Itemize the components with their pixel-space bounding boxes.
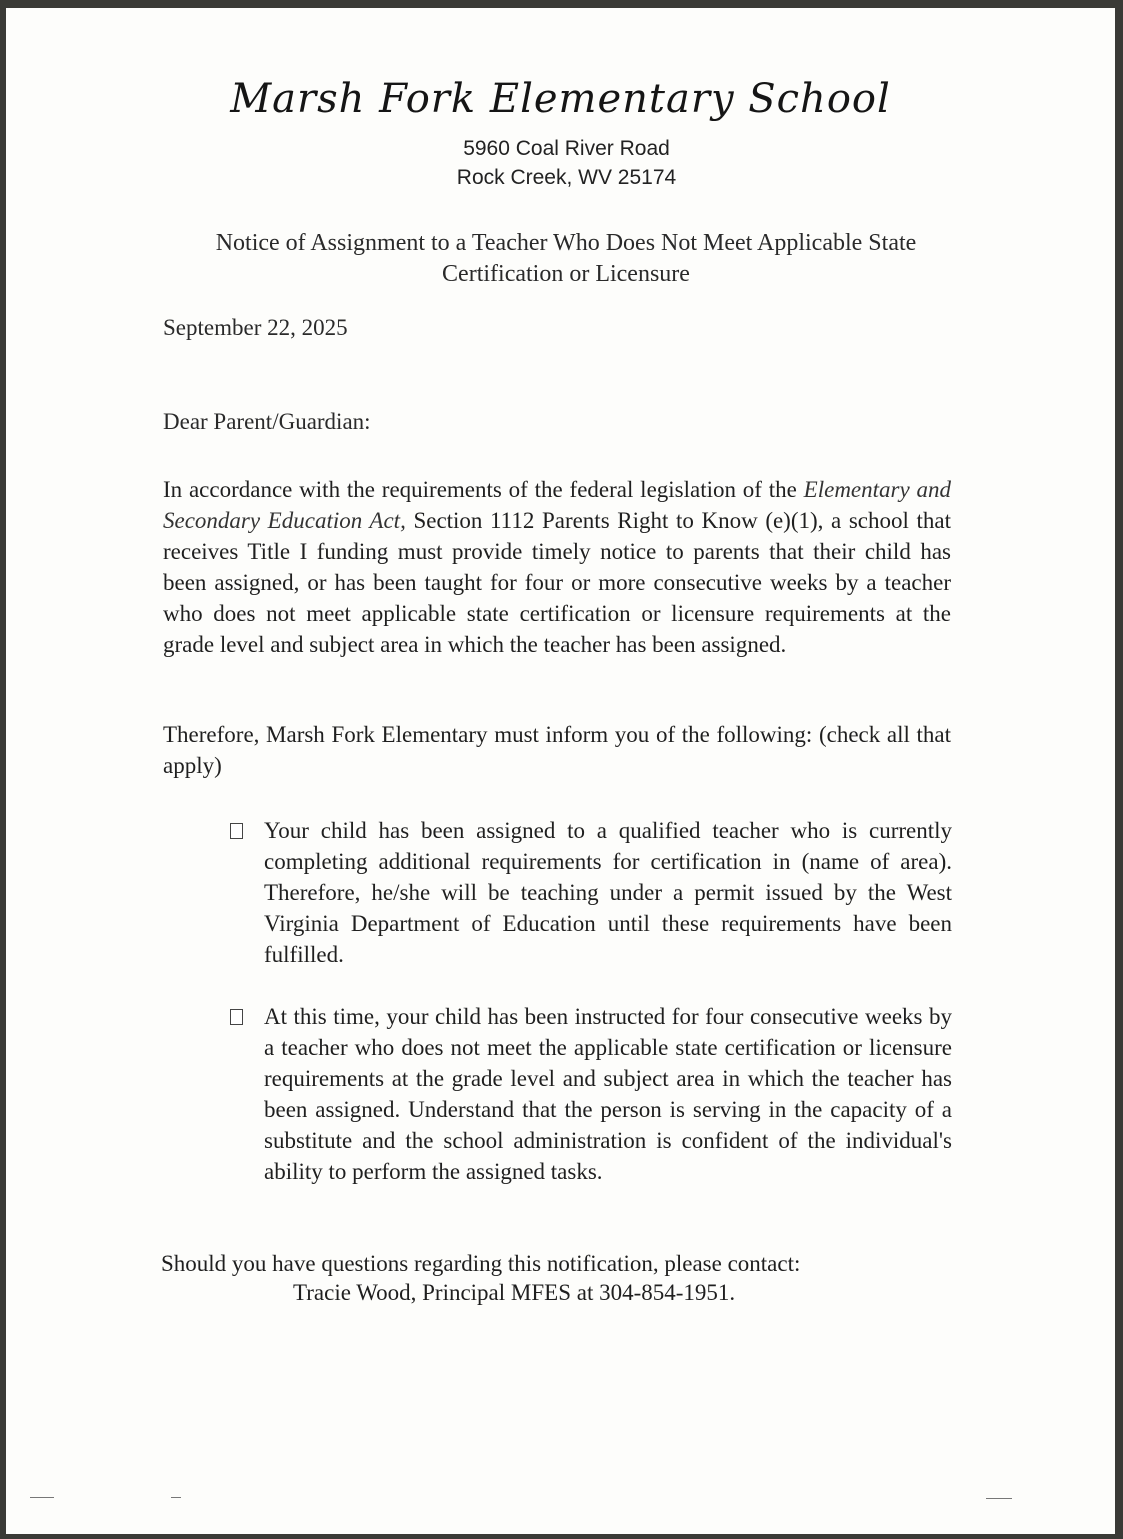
school-name: Marsh Fork Elementary School [230, 76, 891, 122]
school-address [6, 134, 1115, 192]
salutation: Dear Parent/Guardian: [163, 409, 371, 434]
contact-line: Should you have questions regarding this notification, please contact: [161, 1251, 801, 1276]
letter-date: September 22, 2025 [163, 315, 348, 340]
document-page [6, 8, 1115, 1534]
scan-speck [171, 1497, 181, 1498]
checkbox-qualified-teacher[interactable] [230, 823, 243, 839]
address-line2: Rock Creek, WV 25174 [456, 166, 677, 189]
act-name: Elementary and Secondary Education Act, [163, 477, 951, 533]
checklist-item-text: Your child has been assigned to a qualified teacher who is currently completing additional requirements for certification in (name of area). Therefore, he/she will be teaching under a permit issued by the West Virginia Department of Education until these requirements have been fulfilled. [264, 818, 952, 967]
intro-paragraph [163, 474, 951, 660]
contact-name: Tracie Wood, Principal MFES at 304-854-1951. [293, 1280, 736, 1305]
intro-lead: In accordance with the requirements of the federal legislation of the [163, 477, 804, 502]
address-line1: 5960 Coal River Road [463, 137, 670, 160]
checkbox-substitute-teacher[interactable] [230, 1009, 243, 1025]
inform-paragraph: Therefore, Marsh Fork Elementary must inform you of the following: (check all that apply) [163, 722, 951, 778]
scan-speck [30, 1497, 54, 1498]
intro-rest: Section 1112 Parents Right to Know (e)(1), a school that receives Title I funding must provide timely notice to parents that their child has been assigned, or has been taught for four or more consecutive weeks by a teacher who does not meet applicable state certification or licensure requirements at the grade level and subject area in which the teacher has been assigned. [163, 508, 951, 657]
notice-title: Notice of Assignment to a Teacher Who Does Not Meet Applicable State Certification or Licensure [215, 230, 917, 287]
scan-speck [986, 1498, 1012, 1499]
checklist-item-text: At this time, your child has been instructed for four consecutive weeks by a teacher who does not meet the applicable state certification or licensure requirements at the grade level and subject area in which the teacher has been assigned. Understand that the person is serving in the capacity of a substitute and the school administration is confident of the individual's ability to perform the assigned tasks. [264, 1004, 952, 1184]
